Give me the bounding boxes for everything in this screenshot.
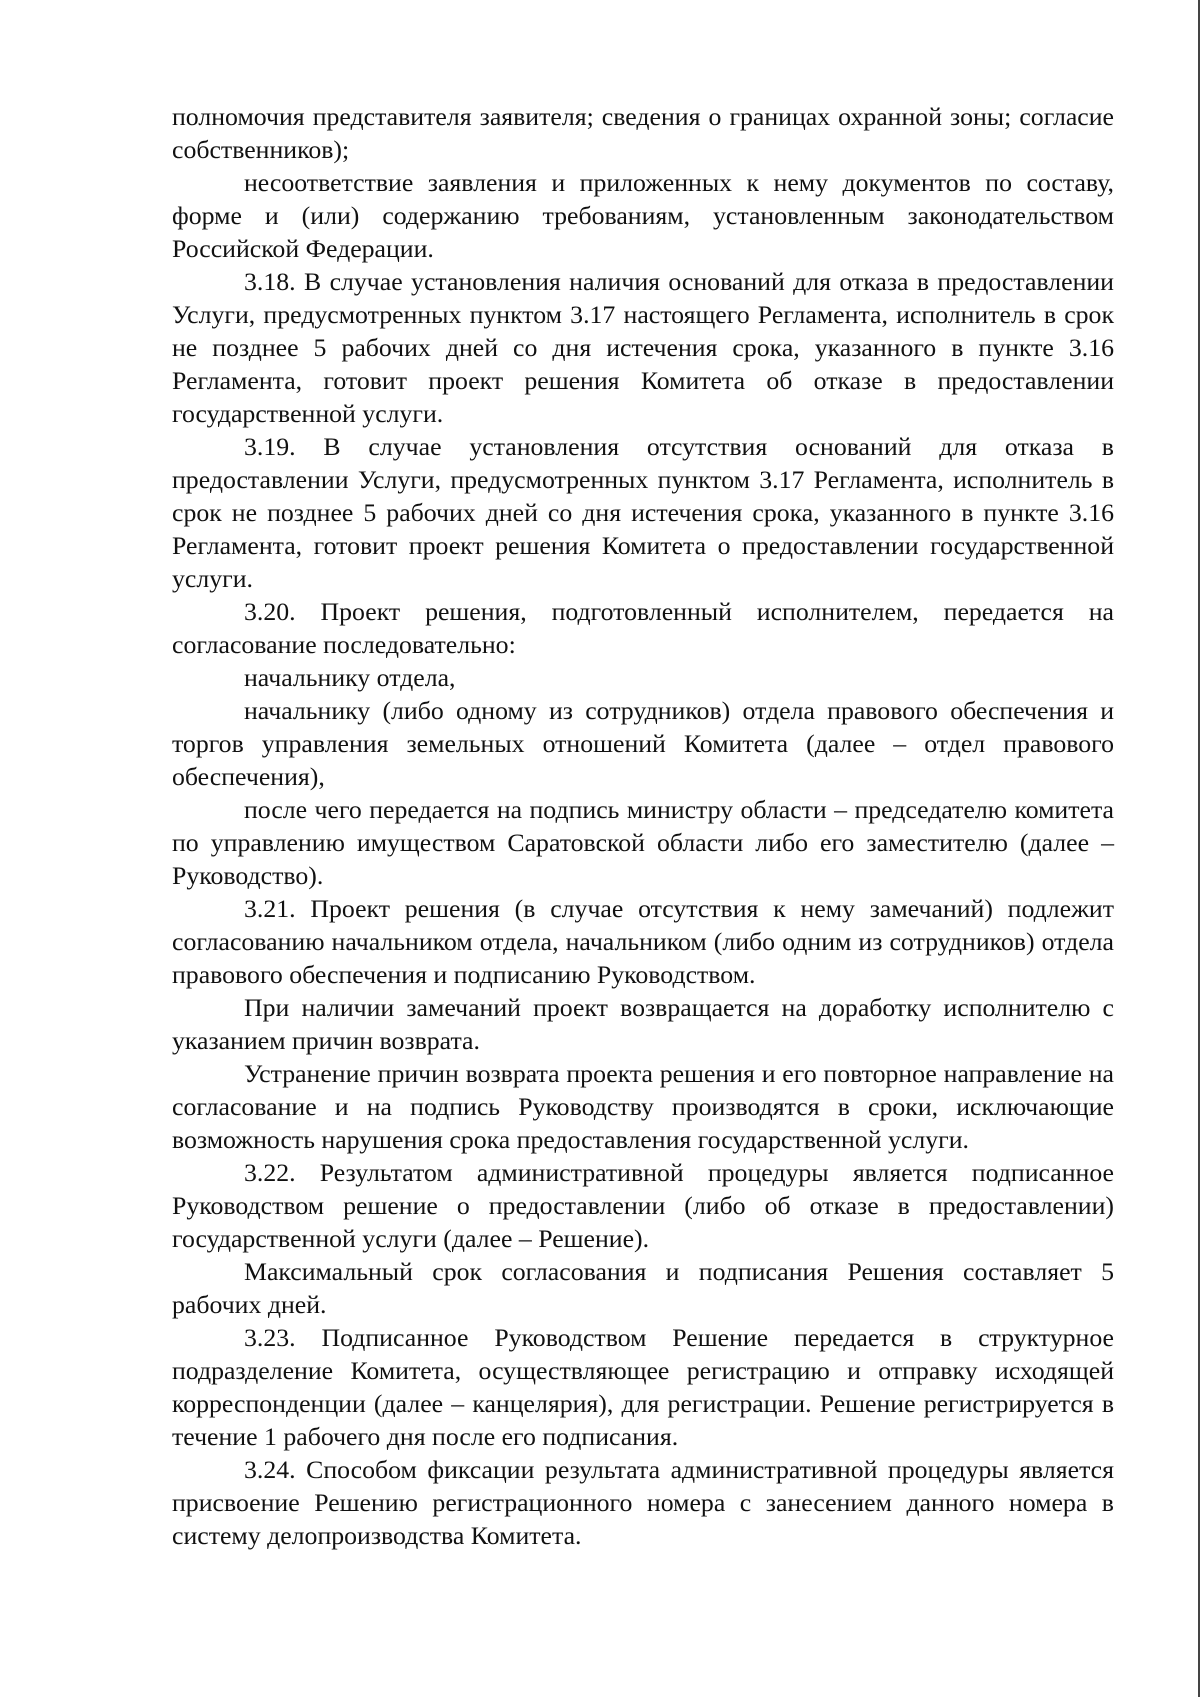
paragraph-3-18: 3.18. В случае установления наличия оснований для отказа в предоставлении Услуги, предусмотренных пунктом 3.17 настоящего Регламента, исполнитель в срок не позднее 5 рабочих дней со дня истечения срока, указанного в пункте 3.16 Регламента, готовит проект решения Комитета об отказе в предоставлении государственной услуги. <box>172 267 1114 428</box>
paragraph-3-20: 3.20. Проект решения, подготовленный исполнителем, передается на согласование последовательно: <box>172 597 1114 659</box>
paragraph-3-22: 3.22. Результатом административной процедуры является подписанное Руководством решение о предоставлении (либо об отказе в предоставлении) государственной услуги (далее – Решение). <box>172 1158 1114 1253</box>
paragraph-3-19: 3.19. В случае установления отсутствия оснований для отказа в предоставлении Услуги, предусмотренных пунктом 3.17 Регламента, исполнитель в срок не позднее 5 рабочих дней со дня истечения срока, указанного в пункте 3.16 Регламента, готовит проект решения Комитета о предоставлении государственной услуги. <box>172 432 1114 593</box>
paragraph: Устранение причин возврата проекта решения и его повторное направление на согласование и на подпись Руководству производятся в сроки, исключающие возможность нарушения срока предоставления государственной услуги. <box>172 1059 1114 1154</box>
paragraph: начальнику (либо одному из сотрудников) отдела правового обеспечения и торгов управления земельных отношений Комитета (далее – отдел правового обеспечения), <box>172 696 1114 791</box>
paragraph: начальнику отдела, <box>244 663 456 692</box>
paragraph-3-21: 3.21. Проект решения (в случае отсутствия к нему замечаний) подлежит согласованию начальником отдела, начальником (либо одним из сотрудников) отдела правового обеспечения и подписанию Руководством. <box>172 894 1114 989</box>
paragraph-3-24: 3.24. Способом фиксации результата административной процедуры является присвоение Решению регистрационного номера с занесением данного номера в систему делопроизводства Комитета. <box>172 1455 1114 1550</box>
document-page <box>172 100 1114 1552</box>
paragraph-continuation: полномочия представителя заявителя; сведения о границах охранной зоны; согласие собственников); <box>172 102 1114 164</box>
paragraph: При наличии замечаний проект возвращается на доработку исполнителю с указанием причин возврата. <box>172 993 1114 1055</box>
paragraph: после чего передается на подпись министру области – председателю комитета по управлению имуществом Саратовской области либо его заместителю (далее – Руководство). <box>172 795 1114 890</box>
paragraph: несоответствие заявления и приложенных к нему документов по составу, форме и (или) содержанию требованиям, установленным законодательством Российской Федерации. <box>172 168 1114 263</box>
paragraph-3-23: 3.23. Подписанное Руководством Решение передается в структурное подразделение Комитета, осуществляющее регистрацию и отправку исходящей корреспонденции (далее – канцелярия), для регистрации. Решение регистрируется в течение 1 рабочего дня после его подписания. <box>172 1323 1114 1451</box>
paragraph: Максимальный срок согласования и подписания Решения составляет 5 рабочих дней. <box>172 1257 1114 1319</box>
